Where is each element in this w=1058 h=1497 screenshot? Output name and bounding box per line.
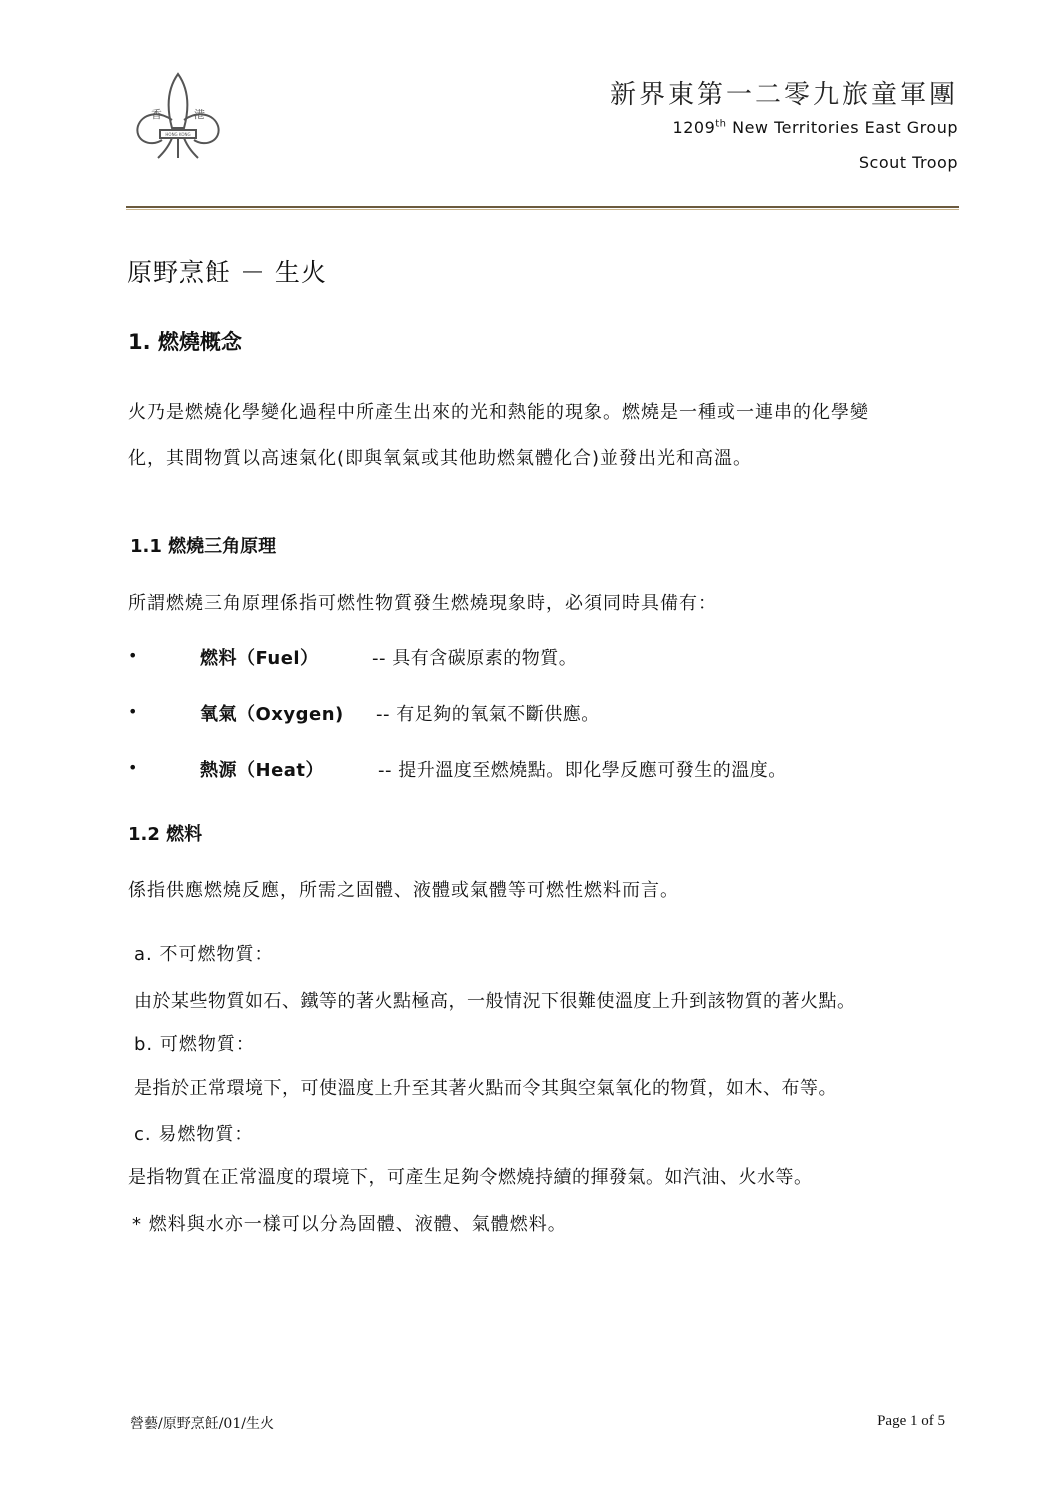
bullet-heat-label: 熱源（Heat） xyxy=(200,760,325,781)
org-name-en-rest: New Territories East Group xyxy=(726,118,958,137)
logo-ribbon-text: HONG KONG xyxy=(165,132,191,137)
scout-fleur-de-lis-logo xyxy=(128,70,228,162)
item-b-heading: b. 可燃物質： xyxy=(134,1034,255,1055)
org-name-en xyxy=(673,118,958,137)
footer-page-number: Page 1 of 5 xyxy=(877,1413,945,1429)
fuel-note: * 燃料與水亦一樣可以分為固體、液體、氣體燃料。 xyxy=(132,1214,567,1235)
bullet-icon: • xyxy=(128,702,138,721)
header-rule-accent xyxy=(126,209,959,210)
org-name-zh: 新界東第一二零九旅童軍團 xyxy=(609,80,958,110)
item-a-heading: a. 不可燃物質： xyxy=(134,944,274,965)
logo-char-right: 港 xyxy=(194,108,205,121)
item-b-text: 是指於正常環境下，可使溫度上升至其著火點而令其與空氣氧化的物質，如木、布等。 xyxy=(134,1078,837,1099)
page-title: 原野烹飪 － 生火 xyxy=(127,258,327,287)
bullet-fuel-desc: -- 具有含碳原素的物質。 xyxy=(372,648,578,669)
section-1-2-intro: 係指供應燃燒反應，所需之固體、液體或氣體等可燃性燃料而言。 xyxy=(128,880,679,901)
bullet-oxygen-label: 氧氣（Oxygen) xyxy=(200,704,344,725)
item-a-text: 由於某些物質如石、鐵等的著火點極高，一般情況下很難使溫度上升到該物質的著火點。 xyxy=(134,991,856,1012)
bullet-icon: • xyxy=(128,758,138,777)
bullet-heat-desc: -- 提升溫度至燃燒點。即化學反應可發生的溫度。 xyxy=(378,760,787,781)
section-1-intro-line2: 化，其間物質以高速氣化(即與氧氣或其他助燃氣體化合)並發出光和高溫。 xyxy=(128,448,753,469)
item-c-heading: c. 易燃物質： xyxy=(134,1124,254,1145)
org-name-en-line2: Scout Troop xyxy=(858,153,958,172)
item-c-text: 是指物質在正常溫度的環境下，可產生足夠令燃燒持續的揮發氣。如汽油、火水等。 xyxy=(128,1167,813,1188)
org-number: 1209 xyxy=(672,118,716,137)
bullet-oxygen-desc: -- 有足夠的氧氣不斷供應。 xyxy=(376,704,600,725)
org-number-suffix: th xyxy=(715,118,727,130)
footer-doc-ref: 營藝/原野烹飪/01/生火 xyxy=(130,1416,274,1432)
bullet-icon: • xyxy=(128,646,138,665)
section-1-1-intro: 所謂燃燒三角原理係指可燃性物質發生燃燒現象時，必須同時具備有： xyxy=(128,593,717,614)
section-1-1-heading: 1.1 燃燒三角原理 xyxy=(130,536,277,557)
section-1-heading: 1. 燃燒概念 xyxy=(128,330,242,354)
logo-char-left: 香 xyxy=(151,108,162,121)
section-1-2-heading: 1.2 燃料 xyxy=(128,824,203,845)
header-rule xyxy=(126,206,959,208)
bullet-fuel-label: 燃料（Fuel） xyxy=(200,648,319,669)
section-1-intro-line1: 火乃是燃燒化學變化過程中所產生出來的光和熱能的現象。燃燒是一種或一連串的化學變 xyxy=(128,402,869,423)
